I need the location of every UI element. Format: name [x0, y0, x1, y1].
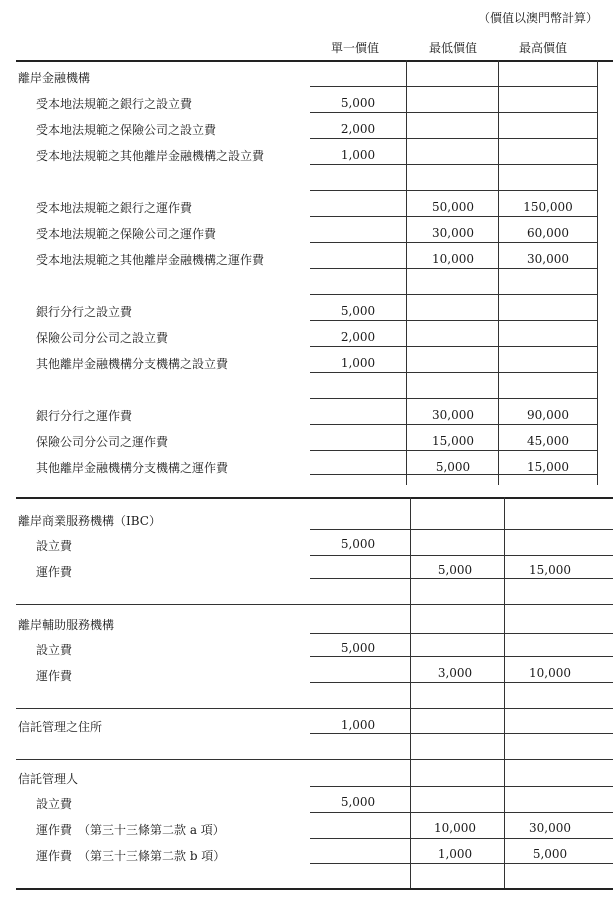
row-label: 設立費: [36, 539, 73, 553]
section-separator: [16, 759, 613, 760]
row-label: 設立費: [36, 643, 73, 657]
row-max-value: 45,000: [527, 434, 569, 448]
row-unit-value: 5,000: [340, 304, 376, 318]
row-label: 受本地法規範之保險公司之運作費: [36, 227, 217, 241]
row-max-value: 150,000: [523, 200, 573, 214]
row-label: 保險公司分公司之設立費: [36, 331, 169, 345]
col-divider: [498, 60, 499, 485]
row-unit-value: 1,000: [340, 356, 376, 370]
row-rule: [310, 633, 613, 634]
row-rule: [310, 216, 597, 217]
header-max-value: 最高價值: [518, 41, 567, 55]
section-title-trust-manager: 信託管理人: [18, 772, 79, 786]
row-max-value: 30,000: [527, 252, 569, 266]
row-rule: [310, 320, 597, 321]
section-separator: [16, 497, 613, 499]
row-rule: [310, 450, 597, 451]
row-rule: [310, 112, 597, 113]
row-rule: [310, 164, 597, 165]
row-label: 銀行分行之設立費: [36, 305, 133, 319]
row-unit-value: 5,000: [340, 537, 376, 551]
row-rule: [310, 372, 597, 373]
row-label: 受本地法規範之銀行之設立費: [36, 97, 193, 111]
row-label: 運作費 （第三十三條第二款 a 項）: [36, 823, 225, 837]
row-label: 運作費 （第三十三條第二款 b 項）: [36, 849, 226, 863]
section-title-offshore-financial: 離岸金融機構: [18, 71, 91, 85]
row-rule: [310, 786, 613, 787]
col-divider: [406, 60, 407, 485]
row-rule: [310, 138, 597, 139]
row-min-value: 1,000: [437, 847, 473, 861]
row-max-value: 15,000: [529, 563, 571, 577]
row-unit-value: 5,000: [340, 795, 376, 809]
row-label: 運作費: [36, 565, 73, 579]
section-separator: [16, 708, 613, 709]
header-unit-value: 單一價值: [330, 41, 379, 55]
row-rule: [310, 682, 613, 683]
row-min-value: 10,000: [432, 252, 474, 266]
row-unit-value: 2,000: [340, 122, 376, 136]
row-unit-value: 2,000: [340, 330, 376, 344]
row-rule: [310, 838, 613, 839]
row-rule: [310, 86, 597, 87]
row-max-value: 30,000: [529, 821, 571, 835]
row-min-value: 15,000: [432, 434, 474, 448]
col-divider: [597, 60, 598, 485]
row-rule: [310, 242, 597, 243]
row-min-value: 30,000: [432, 226, 474, 240]
row-rule: [310, 578, 613, 579]
row-rule: [310, 812, 613, 813]
row-rule: [310, 555, 613, 556]
row-min-value: 30,000: [432, 408, 474, 422]
row-label: 受本地法規範之保險公司之設立費: [36, 123, 217, 137]
row-rule: [310, 294, 597, 295]
row-min-value: 50,000: [432, 200, 474, 214]
row-label: 設立費: [36, 797, 73, 811]
row-unit-value: 5,000: [340, 641, 376, 655]
header-min-value: 最低價值: [428, 41, 477, 55]
row-label: 銀行分行之運作費: [36, 409, 133, 423]
row-min-value: 3,000: [437, 666, 473, 680]
row-rule: [310, 346, 597, 347]
row-rule: [310, 529, 613, 530]
row-label: 運作費: [36, 669, 73, 683]
bottom-rule: [16, 888, 613, 890]
row-max-value: 10,000: [529, 666, 571, 680]
section-title-offshore-support: 離岸輔助服務機構: [18, 618, 115, 632]
row-label: 其他離岸金融機構分支機構之設立費: [36, 357, 229, 371]
row-label: 受本地法規範之銀行之運作費: [36, 201, 193, 215]
row-rule: [310, 398, 597, 399]
section-title-ibc: 離岸商業服務機構（IBC）: [18, 514, 161, 528]
row-rule: [310, 268, 597, 269]
row-rule: [310, 733, 613, 734]
row-label: 受本地法規範之其他離岸金融機構之設立費: [36, 149, 265, 163]
row-min-value: 5,000: [435, 460, 471, 474]
row-max-value: 60,000: [527, 226, 569, 240]
row-min-value: 10,000: [434, 821, 476, 835]
row-max-value: 15,000: [527, 460, 569, 474]
row-rule: [310, 424, 597, 425]
section-separator: [16, 604, 613, 605]
row-label: 保險公司分公司之運作費: [36, 435, 169, 449]
row-rule: [310, 863, 613, 864]
row-label: 受本地法規範之其他離岸金融機構之運作費: [36, 253, 265, 267]
row-unit-value: 1,000: [340, 718, 376, 732]
row-rule: [310, 190, 597, 191]
currency-note: （價值以澳門幣計算）: [478, 11, 599, 25]
top-rule: [16, 60, 613, 62]
row-unit-value: 1,000: [340, 148, 376, 162]
section-title-trust-domicile: 信託管理之住所: [18, 720, 103, 734]
row-max-value: 90,000: [527, 408, 569, 422]
row-label: 其他離岸金融機構分支機構之運作費: [36, 461, 229, 475]
row-max-value: 5,000: [532, 847, 568, 861]
row-min-value: 5,000: [437, 563, 473, 577]
row-unit-value: 5,000: [340, 96, 376, 110]
row-rule: [310, 656, 613, 657]
